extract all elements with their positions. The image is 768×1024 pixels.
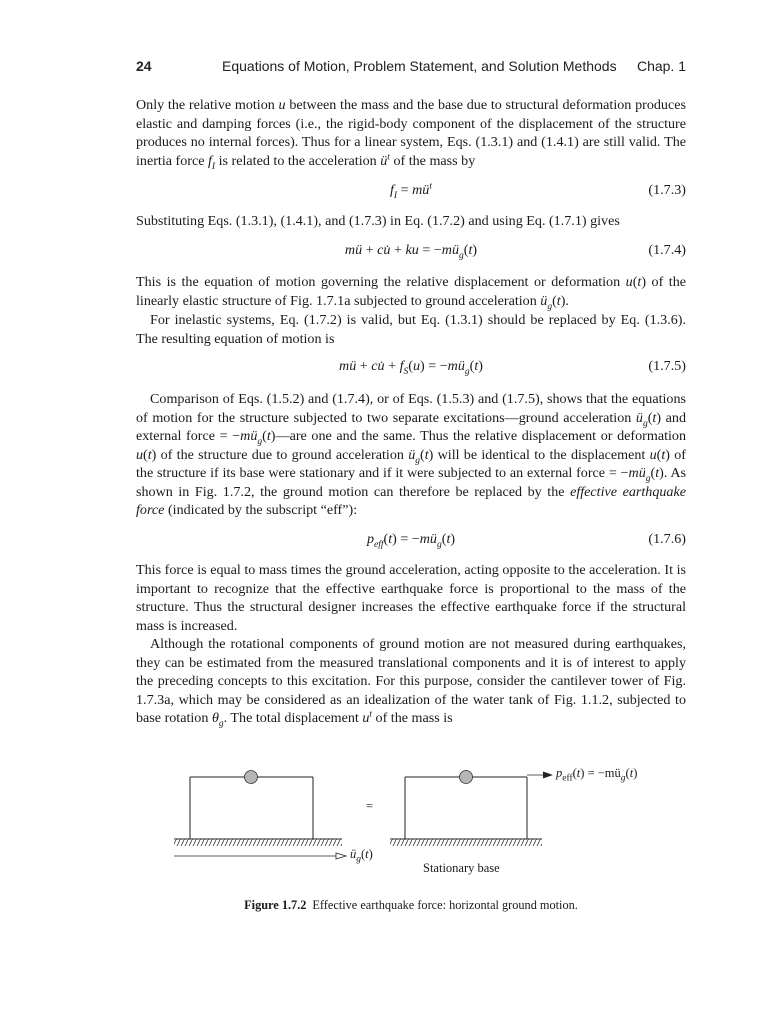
equation-1-7-3: $f_I$ = $mü^t$ (1.7.3) <box>390 181 686 201</box>
paragraph-inelastic: For inelastic systems, Eq. (1.7.2) is valid, but Eq. (1.3.1) should be replaced by Eq. (1.3.6). The resulting equation of motion is <box>136 312 686 347</box>
paragraph-comparison: Comparison of Eqs. (1.5.2) and (1.7.4), or of Eqs. (1.5.3) and (1.7.5), shows that the equations of motion for the structure subjected to two separate excitations—ground acceleration $ü_g(t)$ and external force = $-mü_g(t)—are$ one and the same. Thus the relative displacement or deformation u(t) of the structure due to ground acceleration $ü_g(t)$ will be identical to the displacement u(t) of the structure if its base were stationary and if it were subjected to an external force = $-mü_g(t)$. As shown in Fig. 1.7.2, the ground motion can therefore be replaced by the effective earthquake force (indicated by the subscript “eff”): <box>136 391 687 518</box>
equation-1-7-6: $p_{eff}(t)$ = $-mü_g(t)$ (1.7.6) <box>366 531 686 550</box>
ground-acceleration-label: $ü_g(t)$ <box>350 847 373 865</box>
equation-1-7-4: mü + cu̇ + ku = $-mü_g(t)$ (1.7.4) <box>344 242 686 261</box>
running-title: Equations of Motion, Problem Statement, and Solution Methods <box>222 58 617 74</box>
chapter-label: Chap. 1 <box>636 58 686 74</box>
equation-number: (1.7.5) <box>648 358 686 374</box>
paragraph-rotational: Although the rotational components of ground motion are not measured during earthquakes, they can be estimated from the measured translational components and it is of interest to apply the preceding concepts to this excitation. For this purpose, consider the cantilever tower of Fig. 1.7.3a, which may be considered as an idealization of the water tank of Fig. 1.1.2, subjected to base rotation $\theta_g$. The total displacement $u^t$ of the mass is <box>136 636 686 729</box>
right-frame <box>390 771 542 847</box>
paragraph-equation-of-motion: This is the equation of motion governing the relative displacement or deformation u(t) of the linearly elastic structure of Fig. 1.7.1a subjected to ground acceleration $ü_g(t)$. <box>136 274 686 312</box>
effective-force-label: $p_{eff}(t)$ = $-mü_g(t)$ <box>556 766 638 784</box>
caption-text: Effective earthquake force: horizontal ground motion. <box>312 898 578 912</box>
stationary-base-label: Stationary base <box>423 861 500 875</box>
paragraph-substituting: Substituting Eqs. (1.3.1), (1.4.1), and (1.7.3) in Eq. (1.7.2) and using Eq. (1.7.1) gives <box>136 213 620 229</box>
figure-1-7-2 <box>160 760 660 890</box>
equation-number: (1.7.3) <box>648 182 686 198</box>
equals-sign: = <box>366 799 374 813</box>
paragraph-force-equal: This force is equal to mass times the ground acceleration, acting opposite to the acceleration. It is important to recognize that the effective earthquake force is proportional to the mass of the structure. Thus the structural designer increases the effective earthquake force if the structural mass is increased. <box>136 562 686 634</box>
ground-acceleration-arrow <box>174 853 346 859</box>
equation-number: (1.7.4) <box>648 242 686 258</box>
running-header <box>136 58 686 80</box>
figure-caption <box>136 898 686 913</box>
paragraph-relative-motion: Only the relative motion u between the mass and the base due to structural deformation produces elastic and damping forces (i.e., the rigid-body component of the displacement of the structure produces no internal forces). Thus for a linear system, Eqs. (1.3.1) and (1.4.1) are still valid. The inertia force $f_I$ is related to the acceleration $ü^t$ of the mass by <box>136 97 686 172</box>
effective-force-arrow <box>527 772 553 779</box>
equation-1-7-5: mü + cu̇ + $f_S(u)$ = $-mü_g(t)$ (1.7.5) <box>339 358 686 377</box>
left-frame <box>174 771 342 847</box>
page-number: 24 <box>136 58 152 74</box>
caption-label: Figure 1.7.2 <box>244 898 307 912</box>
equation-number: (1.7.6) <box>648 531 686 547</box>
